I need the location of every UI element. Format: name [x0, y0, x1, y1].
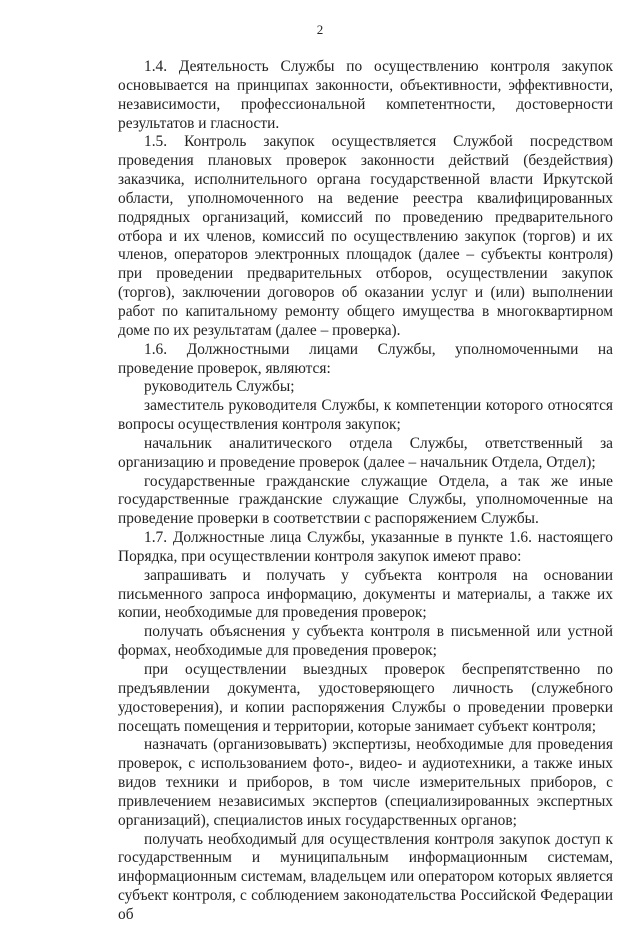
paragraph-1-4: 1.4. Деятельность Службы по осуществлению контроля закупок основывается на принципах законности, объективности, эффективности, независимости, профессиональной компетентности, достоверности результатов и гласности. [118, 58, 613, 132]
list-item-civil-servants: государственные гражданские служащие Отдела, а так же иные государственные гражданские служащие Службы, уполномоченные на проведение проверки в соответствии с распоряжением Службы. [118, 472, 613, 528]
right-request-info: запрашивать и получать у субъекта контроля на основании письменного запроса информацию, документы и материалы, а также их копии, необходимые для проведения проверок; [118, 566, 613, 622]
paragraph-1-5: 1.5. Контроль закупок осуществляется Службой посредством проведения плановых проверок законности действий (бездействия) заказчика, исполнительного органа государственной власти Иркутской области, уполномоченного на ведение реестра квалифицированных подрядных организаций, комиссий по проведению предварительного отбора и их членов, комиссий по осуществлению закупок (торгов) и их членов, операторов электронных площадок (далее – субъекты контроля) при проведении предварительных отборов, осуществлении закупок (торгов), заключении договоров об оказании услуг и (или) выполнении работ по капитальному ремонту общего имущества в многоквартирном доме по их результатам (далее – проверка). [118, 133, 613, 339]
right-site-visits: при осуществлении выездных проверок беспрепятственно по предъявлении документа, удостоверяющего личность (служебного удостоверения), и копии распоряжения Службы о проведении проверки посещать помещения и территории, которые занимает субъект контроля; [118, 661, 613, 735]
list-item-head: руководитель Службы; [144, 378, 295, 396]
right-explanations: получать объяснения у субъекта контроля в письменной или устной формах, необходимые для проведения проверок; [118, 623, 613, 660]
list-item-department-head: начальник аналитического отдела Службы, ответственный за организацию и проведение проверок (далее – начальник Отдела, Отдел); [118, 434, 613, 471]
right-expertise: назначать (организовывать) экспертизы, необходимые для проведения проверок, с использованием фото-, видео- и аудиотехники, а также иных видов техники и приборов, в том числе измерительных приборов, с привлечением независимых экспертов (специализированных экспертных организаций), специалистов иных государственных органов; [118, 736, 613, 829]
paragraph-1-6: 1.6. Должностными лицами Службы, уполномоченными на проведение проверок, являются: [118, 340, 613, 377]
right-info-systems-access: получать необходимый для осуществления контроля закупок доступ к государственным и муниципальным информационным системам, информационным системам, владельцем или оператором которых является субъект контроля, с соблюдением законодательства Российской Федерации об [118, 830, 613, 923]
page-number: 2 [316, 22, 324, 37]
paragraph-1-7: 1.7. Должностные лица Службы, указанные в пункте 1.6. настоящего Порядка, при осуществлении контроля закупок имеют право: [118, 529, 613, 565]
list-item-deputy: заместитель руководителя Службы, к компетенции которого относятся вопросы осуществления контроля закупок; [118, 397, 613, 434]
document-body [118, 58, 613, 925]
